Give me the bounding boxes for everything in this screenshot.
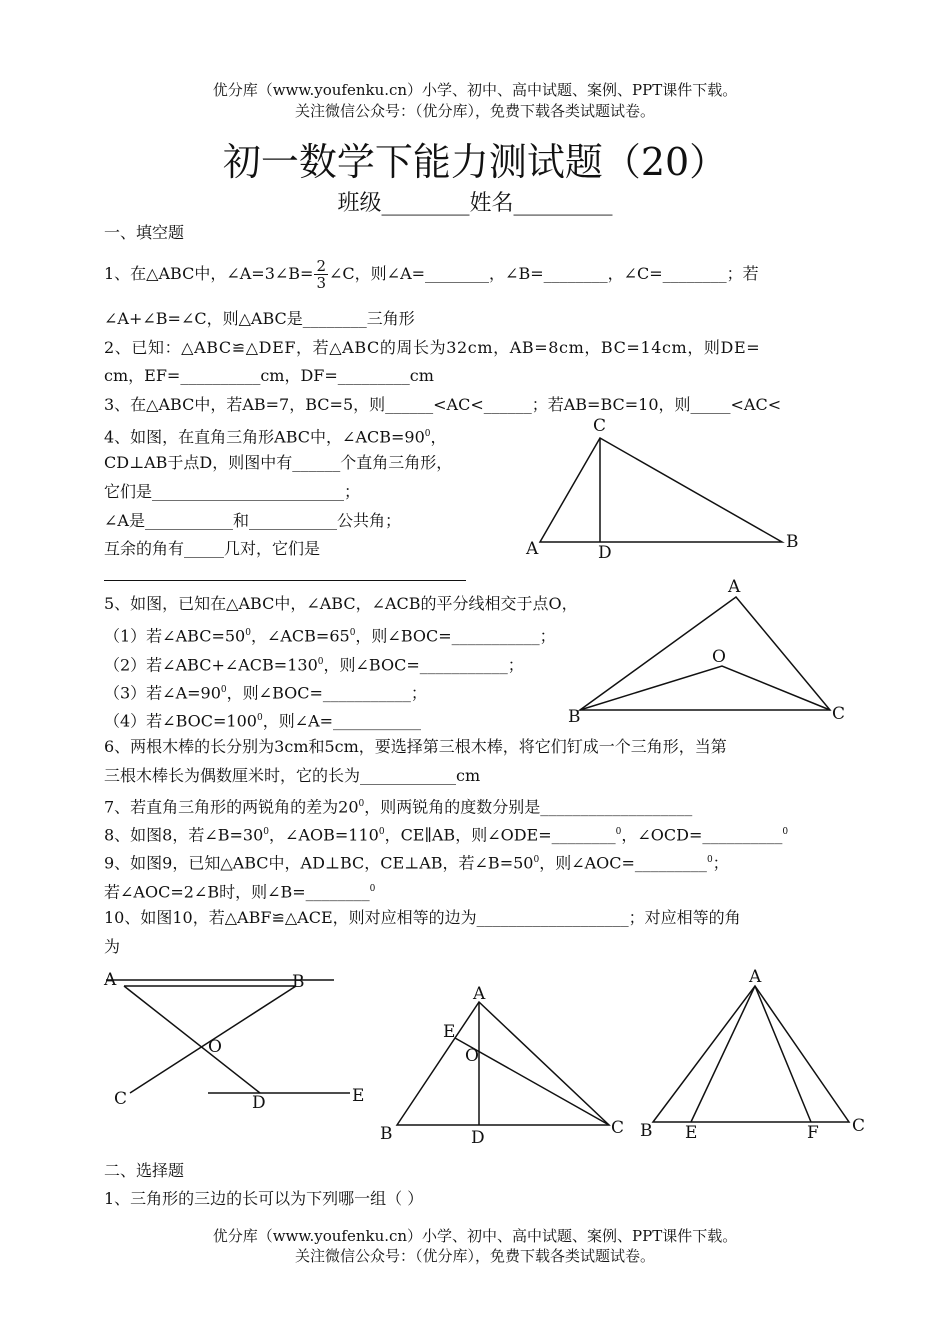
q1-text-b: ∠C，则∠A=________，∠B=________，∠C=________；若 (329, 263, 759, 283)
q1-fraction-numerator: 2 (316, 256, 327, 275)
fig4-label-c: C (593, 416, 607, 436)
fig5-label-c: C (832, 704, 846, 724)
q7-a: 7、若直角三角形的两锐角的差为20 (104, 797, 359, 817)
q7-b: ，则两锐角的度数分别是___________________ (364, 797, 693, 817)
question-5-intro: 5、如图，已知在△ABC中，∠ABC，∠ACB的平分线相交于点O， (104, 594, 578, 613)
fig10-label-a: A (749, 967, 762, 987)
figure-10 (635, 962, 875, 1142)
q1-fraction-denominator: 3 (316, 273, 327, 292)
q1-fraction (314, 258, 328, 291)
question-9-line-2 (104, 877, 375, 904)
q4-line1-text: 4、如图，在直角三角形ABC中，∠ACB=90 (104, 427, 425, 447)
fig5-label-o: O (712, 647, 726, 667)
q5-p1-b: ，∠ACB=65 (250, 626, 350, 646)
fig4-label-b: B (786, 532, 799, 552)
q9-a: 9、如图9，已知△ABC中，AD⊥BC，CE⊥AB，若∠B=50 (104, 853, 534, 873)
q4-degree: 0 (424, 429, 431, 439)
question-4-line-4: ∠A是___________和___________公共角； (104, 511, 401, 530)
header-line-1: 优分库（www.youfenku.cn）小学、初中、高中试题、案例、PPT课件下载。 (212, 81, 738, 99)
question-2-line-2: cm，EF=__________cm，DF=_________cm (104, 366, 434, 385)
q8-deg2: 0 (378, 827, 385, 837)
question-2-line-1: 2、已知：△ABC≌△DEF，若△ABC的周长为32cm，AB=8cm，BC=14cm，则DE= (104, 338, 761, 357)
q9-deg3: 0 (369, 884, 376, 894)
section-1-heading: 一、填空题 (104, 223, 185, 242)
q5-p3-a: （3）若∠A=90 (104, 683, 221, 703)
q8-deg3: 0 (615, 827, 622, 837)
question-6-line-1: 6、两根木棒的长分别为3cm和5cm，要选择第三根木棒，将它们钉成一个三角形，当第 (104, 737, 727, 756)
q5-p2-b: ，则∠BOC=___________； (323, 655, 524, 675)
q8-b: ，∠AOB=110 (269, 825, 379, 845)
class-name-line: 班级________姓名_________ (337, 191, 613, 216)
fig10-line-ae (691, 986, 755, 1122)
fig9-label-c: C (611, 1118, 625, 1138)
question-5-part-1 (104, 621, 556, 648)
q9-b: ，则∠AOC=_________ (539, 853, 707, 873)
q5-p2-a: （2）若∠ABC+∠ACB=130 (104, 655, 318, 675)
question-1-line-1 (104, 254, 846, 294)
fig8-label-d: D (252, 1093, 266, 1113)
question-10-line-1: 10、如图10，若△ABF≌△ACE，则对应相等的边为___________________；对应相等的角 (104, 908, 741, 927)
q5-p1-deg2: 0 (349, 628, 356, 638)
fig10-label-b: B (640, 1121, 653, 1141)
figure-q5-angle-bisectors (560, 572, 860, 730)
question-3: 3、在△ABC中，若AB=7，BC=5，则______<AC<______；若AB=BC=10，则_____<AC< (104, 395, 782, 414)
question-9-line-1 (104, 848, 729, 875)
question-8 (104, 820, 788, 847)
question-1-line-2: ∠A+∠B=∠C，则△ABC是________三角形 (104, 309, 415, 328)
q8-c: ，CE∥AB，则∠ODE=________ (384, 825, 616, 845)
q9-deg2: 0 (706, 855, 713, 865)
fig5-label-b: B (568, 707, 581, 727)
fig5-triangle (580, 597, 830, 710)
q5-p4-deg: 0 (256, 713, 263, 723)
question-7 (104, 792, 692, 819)
q5-p1-c: ，则∠BOC=___________； (355, 626, 556, 646)
q5-p3-deg: 0 (220, 685, 227, 695)
question-10-line-2: 为 (104, 937, 121, 956)
fig9-label-b: B (380, 1124, 393, 1144)
q4-answer-line (104, 580, 466, 581)
fig8-label-c: C (114, 1089, 128, 1109)
fig8-label-o: O (208, 1037, 222, 1057)
fig4-triangle (540, 438, 782, 542)
section-2-heading: 二、选择题 (104, 1161, 185, 1180)
q5-p1-deg1: 0 (245, 628, 251, 638)
question-5-part-2 (104, 650, 524, 677)
q8-a: 8、如图8，若∠B=30 (104, 825, 264, 845)
section-2-question-1: 1、三角形的三边的长可以为下列哪一组（ ） (104, 1189, 424, 1208)
fig5-label-a: A (728, 577, 741, 597)
fig4-label-a: A (526, 539, 539, 559)
fig9-label-e: E (443, 1022, 456, 1042)
question-5-part-4 (104, 706, 421, 733)
q7-deg: 0 (358, 799, 365, 809)
fig8-label-e: E (352, 1086, 365, 1106)
question-4-line-1 (104, 422, 447, 449)
fig10-label-f: F (807, 1123, 819, 1142)
fig9-label-a: A (473, 984, 486, 1004)
q1-text-a: 1、在△ABC中，∠A=3∠B= (104, 263, 314, 283)
fig9-label-o: O (465, 1046, 479, 1066)
fig4-label-d: D (598, 543, 612, 562)
q5-p4-a: （4）若∠BOC=100 (104, 711, 257, 731)
figure-q4-right-triangle (520, 412, 810, 562)
fig8-label-a: A (104, 970, 117, 990)
fig9-label-d: D (471, 1128, 485, 1148)
fig10-label-c: C (852, 1116, 866, 1136)
fig8-label-b: B (292, 972, 305, 992)
q5-p1-a: （1）若∠ABC=50 (104, 626, 246, 646)
footer-line-1: 优分库（www.youfenku.cn）小学、初中、高中试题、案例、PPT课件下载。 (212, 1227, 738, 1245)
q5-p2-deg: 0 (317, 657, 324, 667)
page-title: 初一数学下能力测试题（20） (222, 140, 728, 184)
question-6-line-2: 三根木棒长为偶数厘米时，它的长为____________cm (104, 766, 481, 785)
question-5-part-3 (104, 678, 427, 705)
q8-deg4: 0 (782, 827, 789, 837)
q9-line2: 若∠AOC=2∠B时，则∠B=________ (104, 882, 370, 902)
figure-8 (100, 965, 380, 1115)
fig5-bisectors (580, 666, 830, 710)
fig8-line-ad (124, 986, 260, 1093)
q8-deg1: 0 (263, 827, 270, 837)
q4-line1-end: ， (430, 427, 447, 447)
q9-deg1: 0 (533, 855, 540, 865)
question-4-line-2: CD⊥AB于点D，则图中有______个直角三角形， (104, 453, 453, 472)
q5-p4-b: ，则∠A=___________ (262, 711, 422, 731)
footer-line-2: 关注微信公众号：（优分库），免费下载各类试题试卷。 (294, 1247, 655, 1265)
fig10-triangle (653, 986, 849, 1122)
question-4-line-5: 互余的角有_____几对，它们是 (104, 539, 321, 558)
q5-p3-b: ，则∠BOC=___________； (226, 683, 427, 703)
header-line-2: 关注微信公众号：（优分库），免费下载各类试题试卷。 (294, 102, 655, 120)
figure-9 (375, 980, 635, 1150)
question-4-line-3: 它们是________________________； (104, 482, 361, 501)
q8-d: ，∠OCD=__________ (621, 825, 783, 845)
q9-c: ； (712, 853, 729, 873)
fig10-label-e: E (685, 1123, 698, 1142)
